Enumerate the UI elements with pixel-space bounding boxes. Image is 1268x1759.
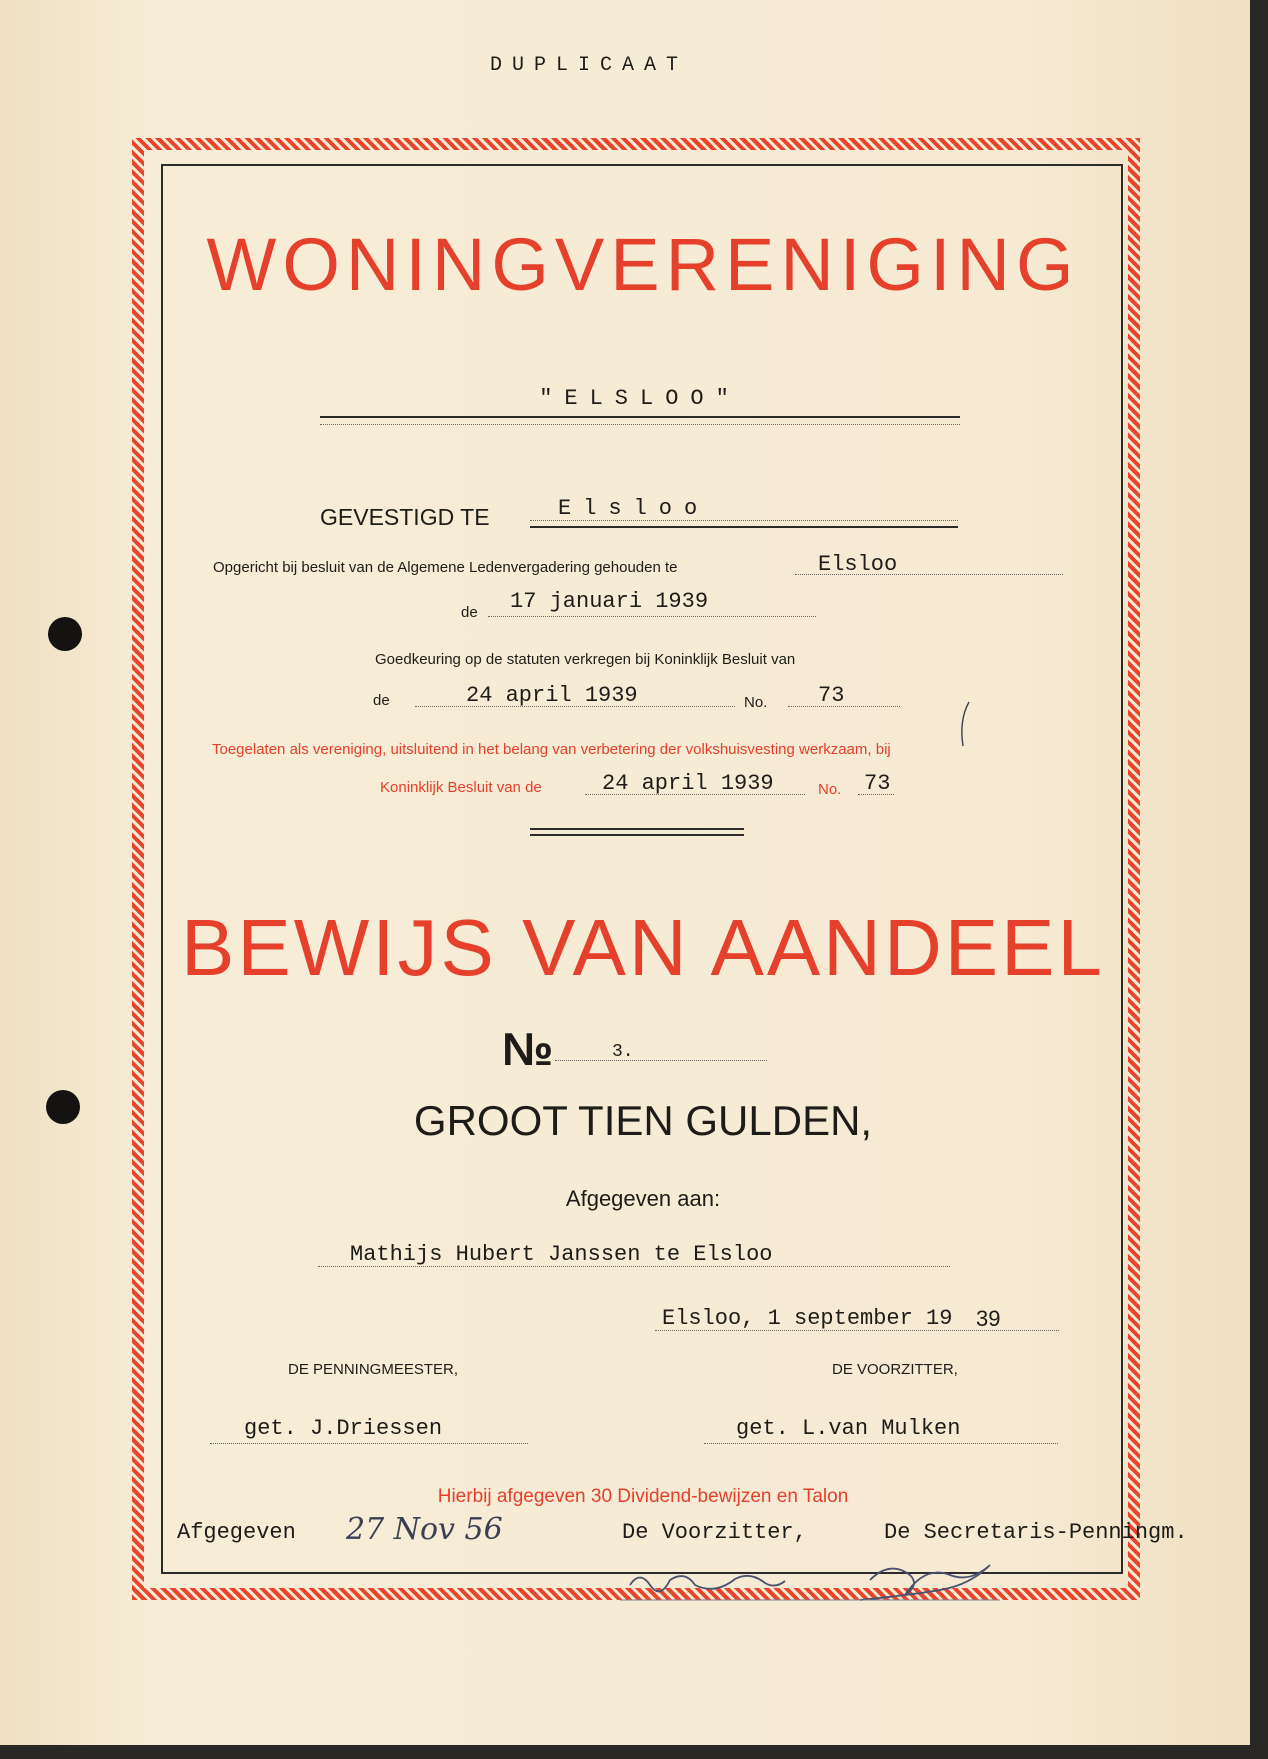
punch-hole-top bbox=[48, 617, 82, 651]
place-date-line bbox=[655, 1330, 1059, 1331]
admitted-number: 73 bbox=[864, 771, 891, 796]
punch-hole-bottom bbox=[46, 1090, 80, 1124]
established-dotted-line bbox=[530, 520, 958, 521]
dividend-note: Hierbij afgegeven 30 Dividend-bewijzen en Talon bbox=[437, 1486, 849, 1507]
treasurer-line bbox=[210, 1443, 528, 1444]
treasurer-signature: get. J.Driessen bbox=[244, 1416, 443, 1441]
approval-number: 73 bbox=[818, 683, 845, 708]
founded-de-label: de bbox=[461, 604, 478, 621]
approval-text: Goedkeuring op de statuten verkregen bij Koninklijk Besluit van bbox=[375, 651, 796, 668]
handwritten-signatures bbox=[620, 1550, 1040, 1610]
certificate-title: BEWIJS VAN AANDEEL bbox=[181, 903, 1105, 992]
association-name: "ELSLOO" bbox=[539, 386, 741, 411]
founded-date: 17 januari 1939 bbox=[510, 589, 709, 614]
certificate-number-label: № bbox=[502, 1023, 554, 1075]
certificate-amount: GROOT TIEN GULDEN, bbox=[413, 1097, 873, 1144]
founded-date-line bbox=[488, 616, 816, 617]
admitted-no-label: No. bbox=[818, 781, 842, 798]
issued-to-label: Afgegeven aan: bbox=[565, 1186, 721, 1211]
approval-no-label: No. bbox=[744, 694, 768, 711]
place-date-year: 39 bbox=[976, 1306, 1001, 1331]
admitted-no-line bbox=[858, 794, 894, 795]
place-date: Elsloo, 1 september 19 bbox=[662, 1306, 953, 1331]
chairman-handwritten-signature-icon bbox=[630, 1576, 785, 1592]
name-underline bbox=[320, 416, 960, 418]
admitted-date: 24 april 1939 bbox=[602, 771, 774, 796]
approval-de-label: de bbox=[373, 692, 390, 709]
established-underline bbox=[530, 526, 958, 528]
pen-mark-icon bbox=[955, 700, 975, 750]
secretary-handwritten-signature-icon bbox=[860, 1565, 990, 1600]
name-underline-dotted bbox=[320, 424, 960, 425]
approval-date-line bbox=[415, 706, 735, 707]
chairman-signature: get. L.van Mulken bbox=[736, 1416, 961, 1441]
certificate-number-line bbox=[555, 1060, 767, 1061]
issued-to-line bbox=[318, 1266, 950, 1267]
issued-handwritten-date: 27 Nov 56 bbox=[346, 1512, 503, 1547]
chairman-label: DE VOORZITTER, bbox=[832, 1361, 958, 1378]
admitted-decree-text: Koninklijk Besluit van de bbox=[380, 779, 542, 796]
scan-shadow-right bbox=[1250, 0, 1268, 1759]
footer-chairman-label: De Voorzitter, bbox=[622, 1520, 807, 1545]
established-value: Elsloo bbox=[558, 496, 710, 521]
founded-place-line bbox=[795, 574, 1063, 575]
scan-shadow-bottom bbox=[0, 1745, 1268, 1759]
issued-label: Afgegeven bbox=[177, 1520, 296, 1545]
certificate-number: 3. bbox=[612, 1042, 634, 1062]
issued-to-value: Mathijs Hubert Janssen te Elsloo bbox=[350, 1242, 773, 1267]
chairman-line bbox=[704, 1443, 1058, 1444]
founded-place: Elsloo bbox=[818, 552, 898, 577]
founded-text: Opgericht bij besluit van de Algemene Ledenvergadering gehouden te bbox=[213, 559, 678, 576]
admitted-text: Toegelaten als vereniging, uitsluitend in het belang van verbetering der volkshuisvesting werkzaam, bij bbox=[212, 741, 891, 758]
association-title: WONINGVERENIGING bbox=[206, 223, 1080, 306]
section-divider bbox=[530, 828, 744, 836]
treasurer-label: DE PENNINGMEESTER, bbox=[288, 1361, 459, 1378]
footer-secretary-label: De Secretaris-Penningm. bbox=[884, 1520, 1188, 1545]
duplicate-label: DUPLICAAT bbox=[490, 54, 689, 77]
admitted-date-line bbox=[585, 794, 805, 795]
approval-date: 24 april 1939 bbox=[466, 683, 638, 708]
approval-no-line bbox=[788, 706, 900, 707]
established-label: GEVESTIGD TE bbox=[320, 504, 490, 530]
